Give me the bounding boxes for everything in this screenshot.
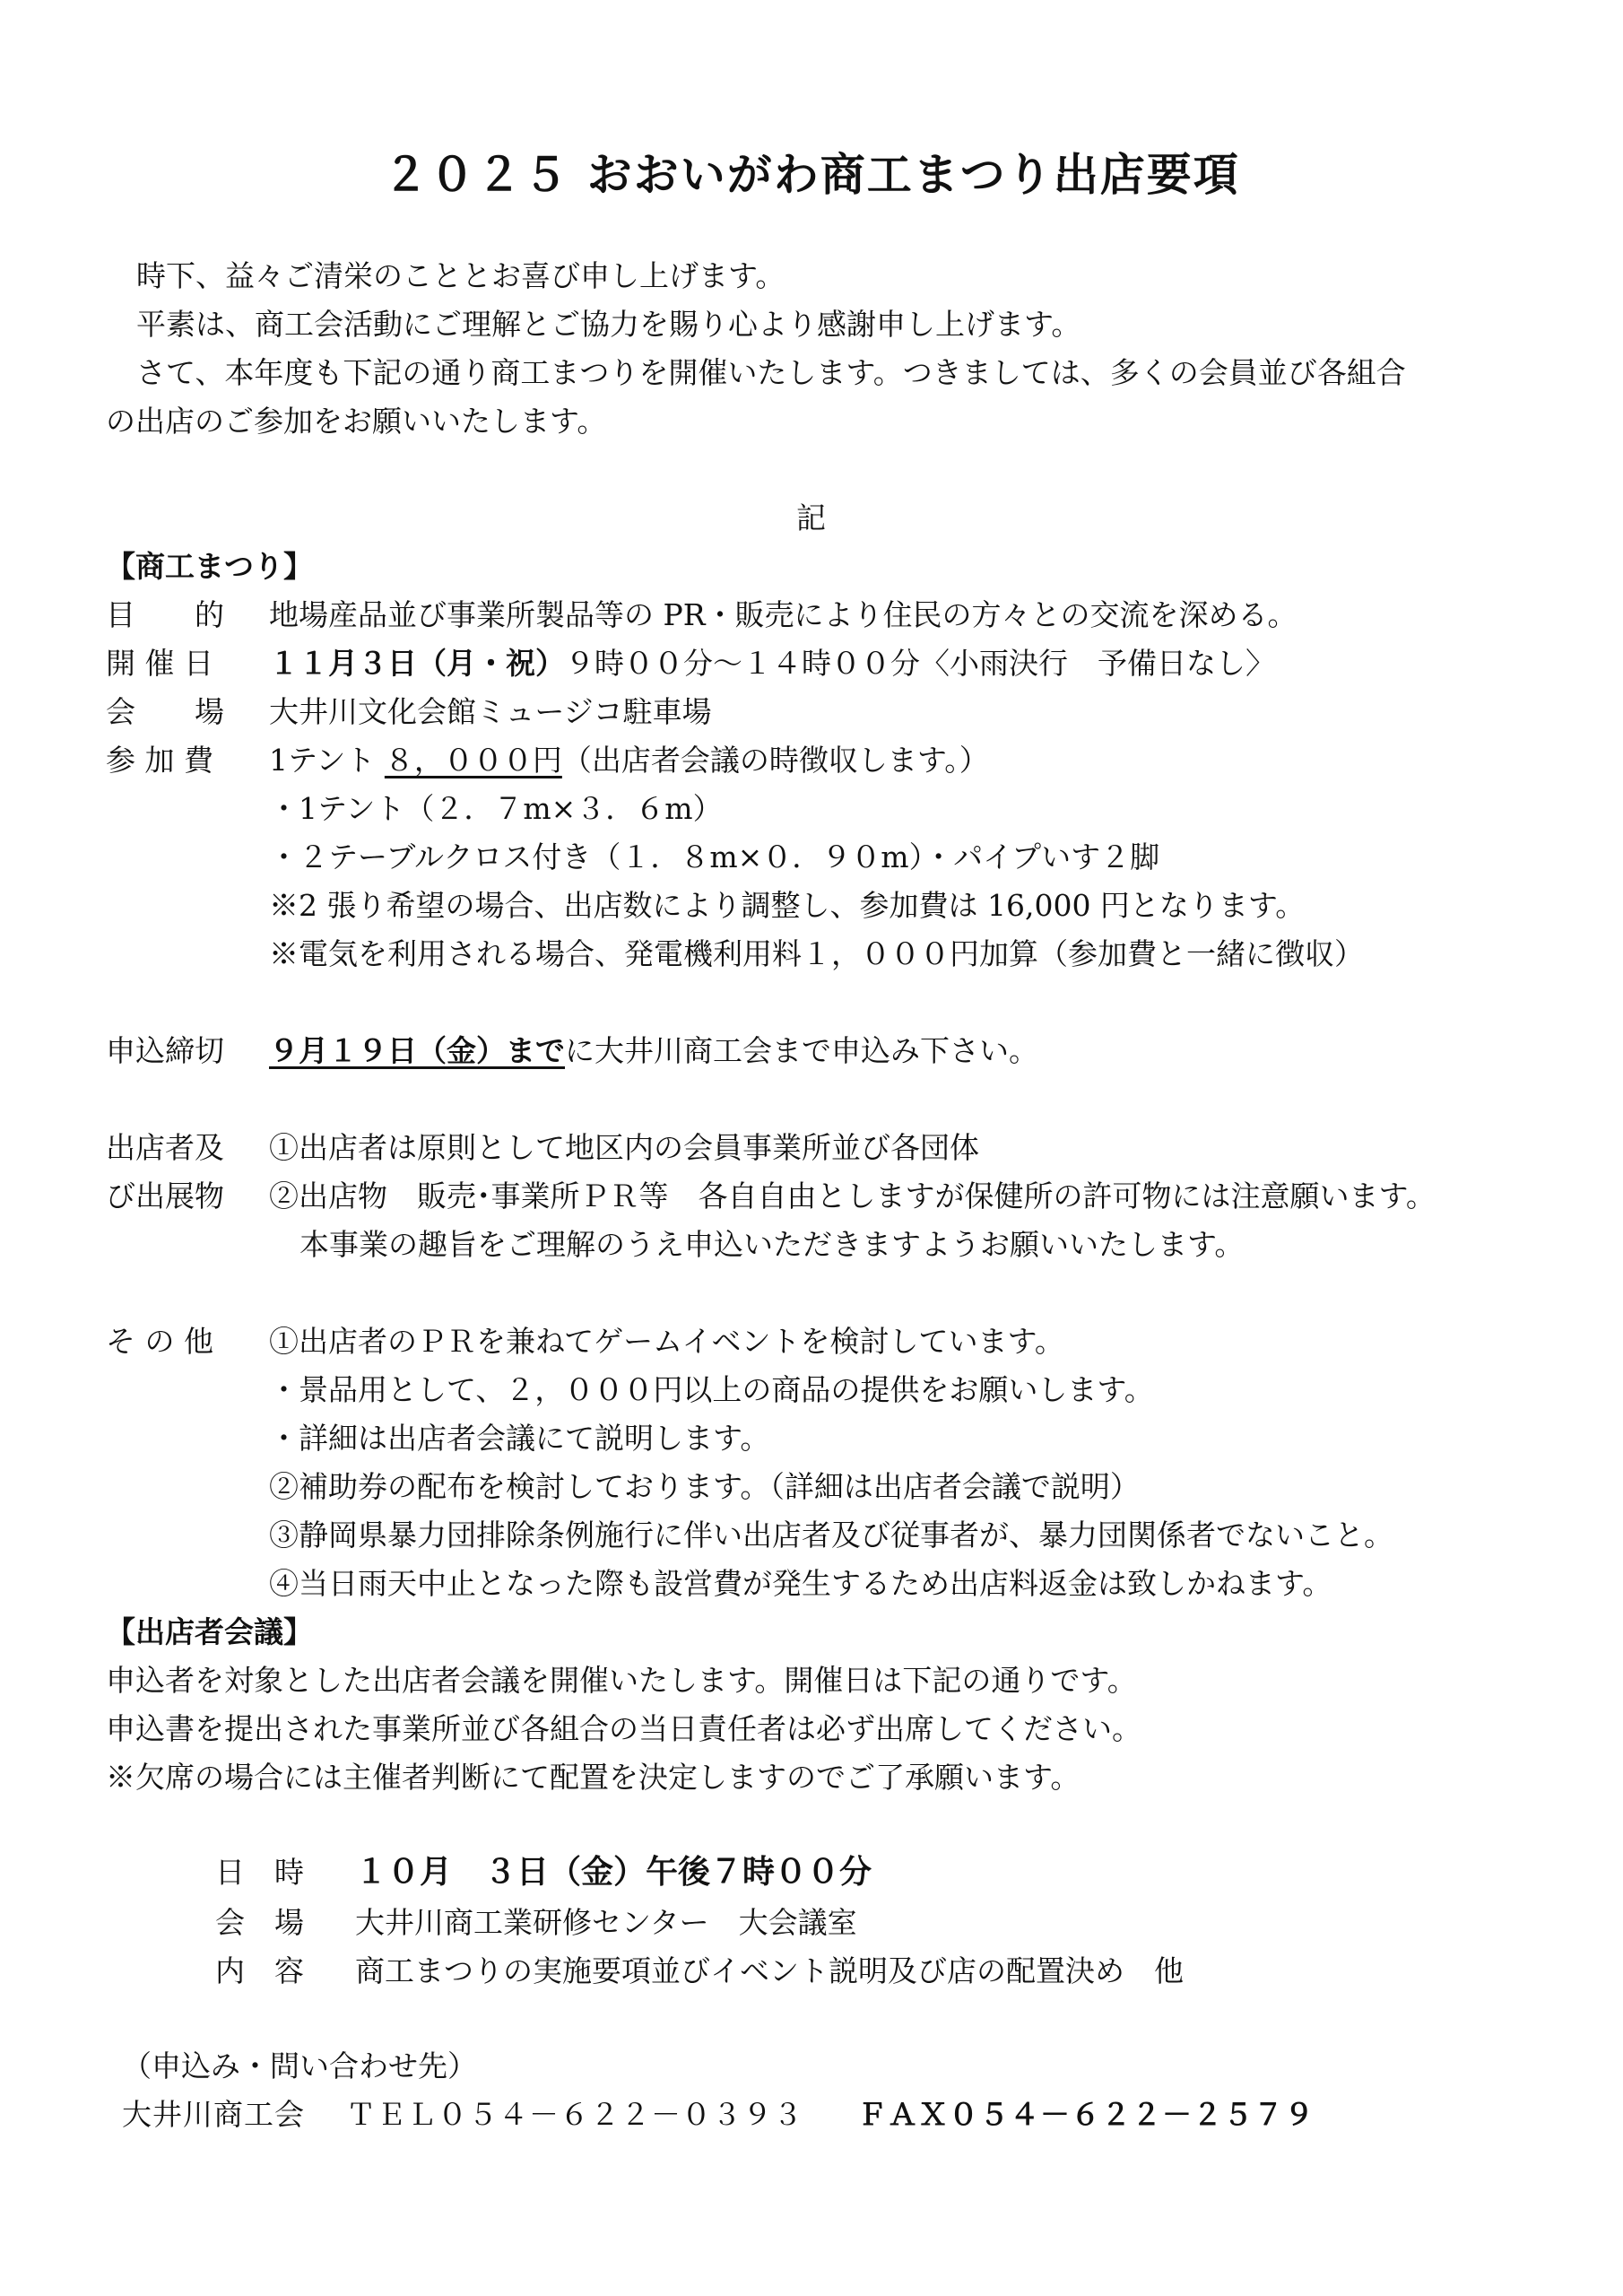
intro-line-2: 平素は、商工会活動にご理解とご協力を賜り心より感謝申し上げます。 [136,307,1081,342]
meeting-venue-row [215,1905,857,1941]
date-value: １１月３日（月・祝） [269,646,565,681]
exhibitors-item-1: ①出店者は原則として地区内の会員事業所並び各団体 [269,1130,979,1165]
other-item-4: ②補助券の配布を検討しております。（詳細は出店者会議で説明） [269,1469,1140,1504]
meeting-content-row [215,1953,1184,1989]
venue-row [106,694,712,730]
meeting-datetime-row [215,1855,872,1891]
venue-value: 大井川文化会館ミュージコ駐車場 [269,694,712,729]
fee-detail-3: ※2 張り希望の場合、出店数により調整し、参加費は 16,000 円となります。 [269,888,1306,923]
festival-heading: 【商工まつり】 [106,549,313,584]
exhibitors-item-2: ②出店物 販売･事業所ＰＲ等 各自自由としますが保健所の許可物には注意願います。 [269,1178,1436,1213]
purpose-row [106,597,1298,633]
exhibitors-label-1: 出店者及 [106,1130,224,1165]
deadline-label: 申込締切 [106,1033,224,1068]
other-item-6: ④当日雨天中止となった際も設営費が発生するため出店料返金は致しかねます。 [269,1566,1332,1601]
other-item-5: ③静岡県暴力団排除条例施行に伴い出店者及び従事者が、暴力団関係者でないこと。 [269,1518,1393,1552]
other-item-3: ・詳細は出店者会議にて説明します。 [269,1421,770,1456]
deadline-rest: に大井川商工会まで申込み下さい。 [565,1033,1038,1068]
exhibitors-row-2 [106,1178,1436,1214]
exhibitors-item-3: 本事業の趣旨をご理解のうえ申込いただきますようお願いいたします。 [299,1227,1245,1262]
meeting-line-1: 申込者を対象とした出店者会議を開催いたします。開催日は下記の通りです。 [106,1663,1137,1698]
venue-label: 会 場 [106,694,224,729]
intro-line-3: さて、本年度も下記の通り商工まつりを開催いたします。つきましては、多くの会員並び各組合 [136,355,1406,390]
contact-row [122,2097,1315,2133]
intro-line-1: 時下、益々ご清栄のこととお喜び申し上げます。 [136,258,785,293]
deadline-date: ９月１９日（金）まで [269,1033,565,1068]
exhibitors-label-2: び出展物 [106,1178,224,1213]
contact-heading: （申込み・問い合わせ先） [122,2048,477,2083]
meeting-heading: 【出店者会議】 [106,1614,313,1649]
meeting-venue: 大井川商工業研修センター 大会議室 [355,1905,857,1940]
contact-tel: ＴＥＬ０５４－６２２－０３９３ [346,2097,803,2132]
document-title: ２０２５ おおいがわ商工まつり出店要項 [383,149,1240,201]
other-item-1: ①出店者のＰＲを兼ねてゲームイベントを検討しています。 [269,1324,1064,1359]
fee-row [106,743,989,778]
other-item-2: ・景品用として、２，０００円以上の商品の提供をお願いします。 [269,1372,1154,1407]
meeting-line-2: 申込書を提出された事業所並び各組合の当日責任者は必ず出席してください。 [106,1711,1141,1746]
purpose-label: 目 的 [106,597,224,632]
fee-suffix: （出店者会議の時徴収します。） [561,743,989,778]
meeting-datetime: １０月 ３日（金）午後７時００分 [355,1854,872,1891]
fee-detail-1: ・1テント（２．７m×３．６m） [269,791,723,826]
fee-prefix: 1テント [269,743,376,778]
time-value: ９時００分～１４時００分〈小雨決行 予備日なし〉 [565,646,1275,681]
intro-line-4: の出店のご参加をお願いいたします。 [106,404,607,439]
fee-detail-2: ・２テーブルクロス付き（１．８m×０．９０m）・パイプいす２脚 [269,839,1160,874]
other-label: そ の 他 [106,1324,213,1359]
meeting-datetime-label: 日 時 [215,1855,304,1890]
ki-marker: 記 [796,500,826,535]
meeting-content: 商工まつりの実施要項並びイベント説明及び店の配置決め 他 [355,1953,1184,1988]
contact-fax: ＦＡＸ０５４－６２２－２５７９ [857,2097,1315,2132]
meeting-venue-label: 会 場 [215,1905,304,1940]
meeting-content-label: 内 容 [215,1953,304,1988]
contact-org: 大井川商工会 [122,2097,305,2132]
purpose-text: 地場産品並び事業所製品等の PR・販売により住民の方々との交流を深める。 [269,597,1298,632]
date-row [106,646,1275,682]
fee-detail-4: ※電気を利用される場合、発電機利用料１，０００円加算（参加費と一緒に徴収） [269,936,1364,971]
meeting-line-3: ※欠席の場合には主催者判断にて配置を決定しますのでご了承願います。 [106,1760,1081,1795]
exhibitors-row-1 [106,1130,979,1166]
fee-label: 参 加 費 [106,743,213,778]
date-label: 開 催 日 [106,646,213,681]
fee-amount: ８，０００円 [384,743,562,778]
deadline-row [106,1033,1038,1069]
other-row-1 [106,1324,1064,1360]
